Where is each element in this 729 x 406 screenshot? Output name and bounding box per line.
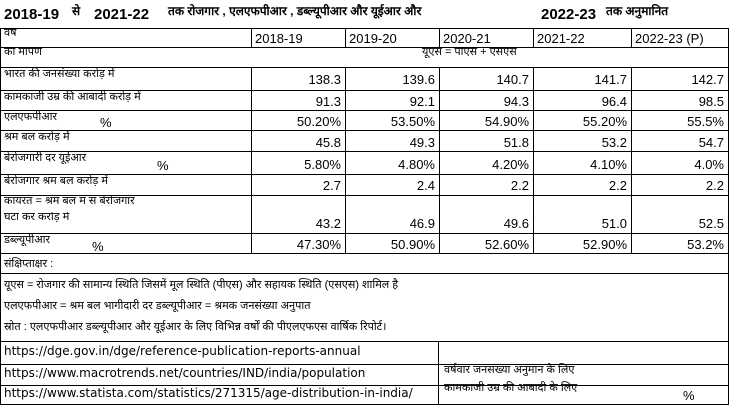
table-cell: 94.3 bbox=[503, 94, 529, 109]
row-label: बेरोजगारी दर यूईआर bbox=[4, 152, 87, 164]
table-cell: 53.50% bbox=[390, 114, 435, 129]
table-cell: 2.7 bbox=[322, 178, 341, 193]
table-cell: 49.6 bbox=[503, 216, 529, 231]
table-cell: 54.7 bbox=[698, 135, 724, 150]
method-value: यूएस = पीएस + एसएस bbox=[422, 47, 517, 58]
year-header: 2018-19 bbox=[255, 31, 303, 46]
percent-sign: % bbox=[157, 158, 169, 173]
note-line: स्रोत : एलएफपीआर डब्ल्यूपीआर और यूईआर के लिए विभिन्न वर्षों की पीएलएफएस वार्षिक रिपोर्ट। bbox=[4, 321, 387, 333]
table-cell: 53.2% bbox=[687, 237, 724, 252]
title-range-start: 2018-19 bbox=[4, 6, 60, 23]
table-cell: 50.20% bbox=[296, 114, 341, 129]
row-label-line2: घटा कर करोड़ में bbox=[4, 212, 70, 223]
table-cell: 4.10% bbox=[590, 157, 627, 172]
table-cell: 2.2 bbox=[705, 178, 724, 193]
table-cell: 55.5% bbox=[687, 114, 724, 129]
percent-sign: % bbox=[100, 115, 112, 130]
row-label: भारत की जनसंख्या करोड़ में bbox=[4, 68, 115, 80]
row-label: श्रम बल करोड़ में bbox=[4, 131, 70, 143]
table-cell: 51.8 bbox=[503, 135, 529, 150]
abbrev-heading: संक्षिप्ताक्षर : bbox=[4, 258, 54, 270]
table-cell: 142.7 bbox=[691, 72, 724, 87]
source-link[interactable]: https://www.statista.com/statistics/271315/age-distribution-in-india/ bbox=[4, 386, 413, 400]
table-cell: 4.80% bbox=[398, 157, 435, 172]
row-label: कायरत = श्रम बल म स बेरोजगार bbox=[4, 196, 135, 207]
source-description: कामकाजी उम्र की आबादी के लिए bbox=[444, 382, 578, 394]
table-cell: 47.30% bbox=[296, 237, 341, 252]
table-cell: 52.5 bbox=[698, 216, 724, 231]
table-cell: 96.4 bbox=[601, 94, 627, 109]
table-cell: 138.3 bbox=[308, 72, 341, 87]
table-cell: 52.60% bbox=[484, 237, 529, 252]
note-line: यूएस = रोजगार की सामान्य स्थिति जिसमें मूल स्थिति (पीएस) और सहायक स्थिति (एसएस) शामिल है bbox=[4, 279, 399, 291]
note-line: एलएफपीआर = श्रम बल भागीदारी दर डब्ल्यूपीआर = श्रमक जनसंख्या अनुपात bbox=[4, 300, 311, 312]
title-se: से bbox=[72, 4, 81, 18]
year-header: 2021-22 bbox=[537, 31, 585, 46]
table-cell: 54.90% bbox=[484, 114, 529, 129]
source-link[interactable]: https://dge.gov.in/dge/reference-publication-reports-annual bbox=[4, 344, 361, 358]
table-title bbox=[0, 0, 729, 28]
table-cell: 2.2 bbox=[608, 178, 627, 193]
row-label: एलएफपीआर bbox=[4, 111, 57, 123]
table-cell: 91.3 bbox=[315, 94, 341, 109]
year-header: 2022-23 (P) bbox=[635, 31, 704, 46]
source-description: वर्षवार जनसंख्या अनुमान के लिए bbox=[444, 364, 575, 376]
table-cell: 55.20% bbox=[582, 114, 627, 129]
table-cell: 92.1 bbox=[409, 94, 435, 109]
table-cell: 52.90% bbox=[582, 237, 627, 252]
table-cell: 43.2 bbox=[315, 216, 341, 231]
method-label: का मापण bbox=[4, 47, 42, 58]
table-cell: 49.3 bbox=[409, 135, 435, 150]
row-label: कामकाजी उम्र की आबादी करोड़ में bbox=[4, 91, 141, 103]
title-middle: तक रोजगार , एलएफपीआर , डब्ल्यूपीआर और यूईआर और bbox=[168, 4, 422, 18]
table-cell: 51.0 bbox=[601, 216, 627, 231]
table-cell: 141.7 bbox=[594, 72, 627, 87]
table-cell: 98.5 bbox=[698, 94, 724, 109]
percent-sign: % bbox=[92, 239, 104, 254]
table-cell: 2.4 bbox=[416, 178, 435, 193]
table-cell: 53.2 bbox=[601, 135, 627, 150]
table-cell: 50.90% bbox=[390, 237, 435, 252]
table-cell: 5.80% bbox=[304, 157, 341, 172]
source-link[interactable]: https://www.macrotrends.net/countries/IND/india/population bbox=[4, 366, 366, 380]
title-proj-year: 2022-23 bbox=[541, 6, 597, 23]
percent-sign: % bbox=[683, 388, 695, 403]
row-label: बेरोजगार श्रम बल करोड़ में bbox=[4, 175, 108, 187]
table-cell: 2.2 bbox=[510, 178, 529, 193]
table-cell: 140.7 bbox=[496, 72, 529, 87]
year-header: 2020-21 bbox=[443, 31, 491, 46]
row-label: डब्ल्यूपीआर bbox=[4, 234, 50, 246]
table-cell: 139.6 bbox=[402, 72, 435, 87]
title-suffix: तक अनुमानित bbox=[606, 4, 669, 18]
table-cell: 45.8 bbox=[315, 135, 341, 150]
table-cell: 4.0% bbox=[694, 157, 724, 172]
table-cell: 46.9 bbox=[409, 216, 435, 231]
header-label: वर्ष bbox=[4, 28, 17, 39]
table-cell: 4.20% bbox=[492, 157, 529, 172]
title-range-end: 2021-22 bbox=[94, 6, 150, 23]
year-header: 2019-20 bbox=[349, 31, 397, 46]
